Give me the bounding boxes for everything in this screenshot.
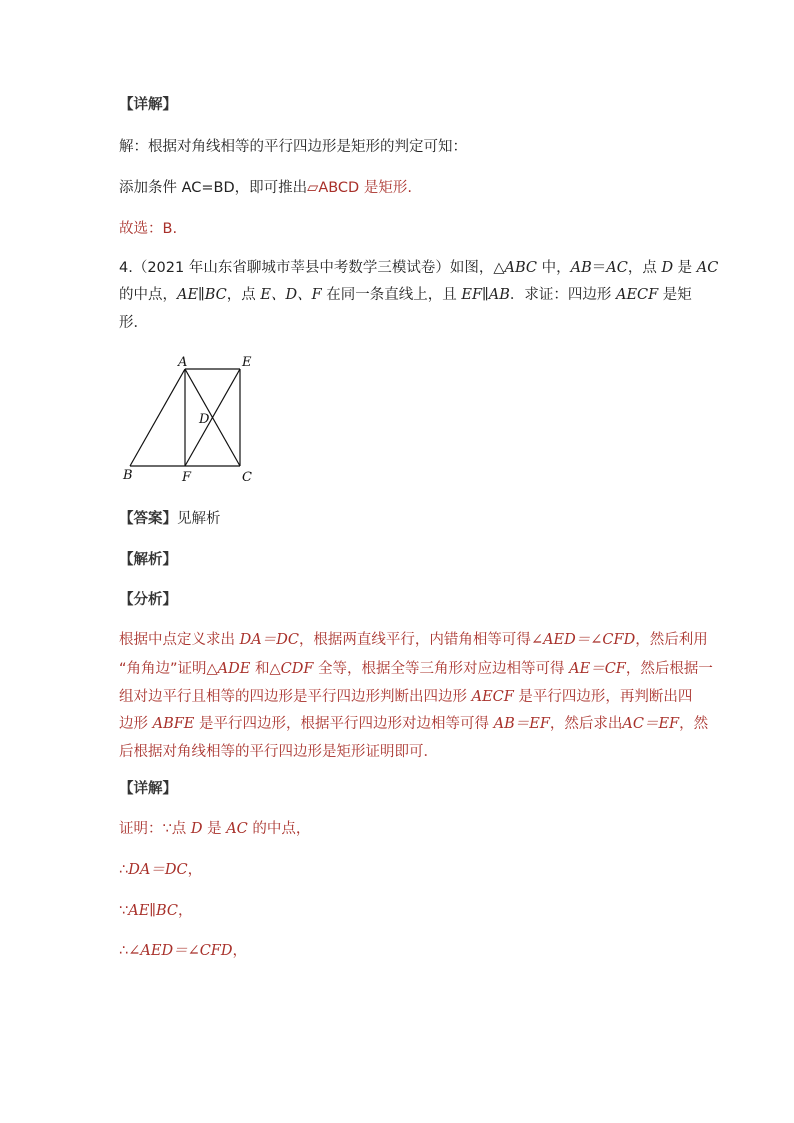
p-text: ， bbox=[187, 862, 203, 878]
answer-line bbox=[119, 509, 221, 529]
proof-line-4 bbox=[119, 941, 247, 961]
a-text: 组对边平行且相等的四边形是平行四边形判断出四边形 bbox=[119, 689, 472, 705]
detail-header-2: 【详解】 bbox=[119, 781, 177, 797]
p-math: AC bbox=[226, 821, 248, 837]
q-text: 4.（2021 年山东省聊城市莘县中考数学三模试卷）如图， bbox=[119, 260, 494, 276]
conclusion-text: ▱ABCD 是矩形. bbox=[307, 180, 412, 196]
p-text: 证明：∵点 bbox=[119, 821, 191, 837]
proof-line-1 bbox=[119, 819, 310, 839]
a-text: ，然后根据一 bbox=[625, 661, 713, 677]
analysis-line-3 bbox=[119, 687, 692, 707]
q-text: 在同一条直线上，且 bbox=[321, 287, 462, 303]
answer-tag: 【答案】 bbox=[119, 511, 177, 527]
proof-line-3 bbox=[119, 901, 193, 921]
q-math: △ABC bbox=[493, 260, 537, 276]
q-text: ．求证：四边形 bbox=[509, 287, 616, 303]
analysis-line-4 bbox=[119, 714, 708, 734]
q-text: ，点 bbox=[226, 287, 261, 303]
geometry-figure bbox=[118, 352, 268, 484]
solution-line-2 bbox=[119, 178, 412, 198]
solution-line-1: 解：根据对角线相等的平行四边形是矩形的判定可知： bbox=[119, 139, 467, 155]
proof-line-2 bbox=[119, 860, 202, 880]
a-text: 是平行四边形，根据平行四边形对边相等可得 bbox=[194, 716, 494, 732]
a-text: 全等，根据全等三角形对应边相等可得 bbox=[313, 661, 570, 677]
p-text: ∴ bbox=[119, 943, 129, 959]
q-math: AC bbox=[696, 260, 719, 276]
a-math: AE＝CF bbox=[569, 661, 626, 677]
analysis-header: 【解析】 bbox=[119, 552, 177, 568]
q-text: 是 bbox=[673, 260, 697, 276]
a-text: ，然 bbox=[679, 716, 709, 732]
a-math: AB＝EF bbox=[493, 716, 550, 732]
label-B: B bbox=[123, 468, 133, 483]
q-text: ＝ bbox=[591, 260, 607, 276]
q-math: AB bbox=[570, 260, 592, 276]
a-text: 根据中点定义求出 bbox=[119, 632, 240, 648]
a-math: ABFE bbox=[152, 716, 195, 732]
p-text: 是 bbox=[202, 821, 227, 837]
p-math: DA＝DC bbox=[128, 862, 188, 878]
a-text: ，然后利用 bbox=[635, 632, 708, 648]
a-math: DA＝DC bbox=[239, 632, 299, 648]
a-math: ∠AED＝∠CFD bbox=[530, 632, 636, 648]
label-C: C bbox=[242, 470, 252, 484]
q-math: AC bbox=[606, 260, 628, 276]
question-line-2 bbox=[119, 285, 692, 305]
question-line-1 bbox=[119, 258, 718, 278]
p-text: ∵ bbox=[119, 903, 129, 919]
choice-line: 故选：B. bbox=[119, 221, 178, 237]
condition-text: 添加条件 AC=BD，即可推出 bbox=[119, 180, 308, 196]
p-text: ， bbox=[178, 903, 193, 919]
q-text: 的中点， bbox=[119, 287, 177, 303]
p-text: ∴ bbox=[119, 862, 129, 878]
label-F: F bbox=[182, 470, 192, 484]
q-text: 中， bbox=[537, 260, 571, 276]
a-math: AECF bbox=[471, 689, 514, 705]
label-A: A bbox=[178, 355, 188, 370]
analysis-line-5: 后根据对角线相等的平行四边形是矩形证明即可． bbox=[119, 744, 438, 760]
p-math: ∠AED＝∠CFD bbox=[128, 943, 233, 959]
a-math: AC＝EF bbox=[622, 716, 680, 732]
q-math: E、D、F bbox=[260, 287, 322, 303]
p-math: AE∥BC bbox=[128, 903, 179, 919]
label-E: E bbox=[242, 355, 252, 370]
p-math: D bbox=[190, 821, 203, 837]
q-math: D bbox=[661, 260, 674, 276]
a-text: “角角边”证明 bbox=[119, 661, 207, 677]
a-text: 是平行四边形，再判断出四 bbox=[513, 689, 693, 705]
p-text: ， bbox=[232, 943, 247, 959]
a-text: ，根据两直线平行，内错角相等可得 bbox=[298, 632, 531, 648]
q-math: AE∥BC bbox=[177, 287, 227, 303]
q-text: ，点 bbox=[627, 260, 662, 276]
q-math: EF∥AB bbox=[461, 287, 510, 303]
segment-AB bbox=[130, 369, 185, 466]
answer-text: 见解析 bbox=[177, 511, 221, 527]
analysis-line-2 bbox=[119, 659, 713, 679]
detail-header: 【详解】 bbox=[119, 97, 177, 113]
question-line-3: 形． bbox=[119, 315, 148, 331]
p-text: 的中点， bbox=[247, 821, 311, 837]
a-math: △CDF bbox=[269, 661, 314, 677]
a-text: 和 bbox=[250, 661, 270, 677]
q-text: 是矩 bbox=[658, 287, 692, 303]
q-math: AECF bbox=[615, 287, 659, 303]
label-D: D bbox=[199, 412, 210, 427]
fenxi-header: 【分析】 bbox=[119, 592, 177, 608]
analysis-line-1 bbox=[119, 630, 708, 650]
a-text: ，然后求出 bbox=[549, 716, 623, 732]
a-text: 边形 bbox=[119, 716, 153, 732]
a-math: △ADE bbox=[206, 661, 251, 677]
